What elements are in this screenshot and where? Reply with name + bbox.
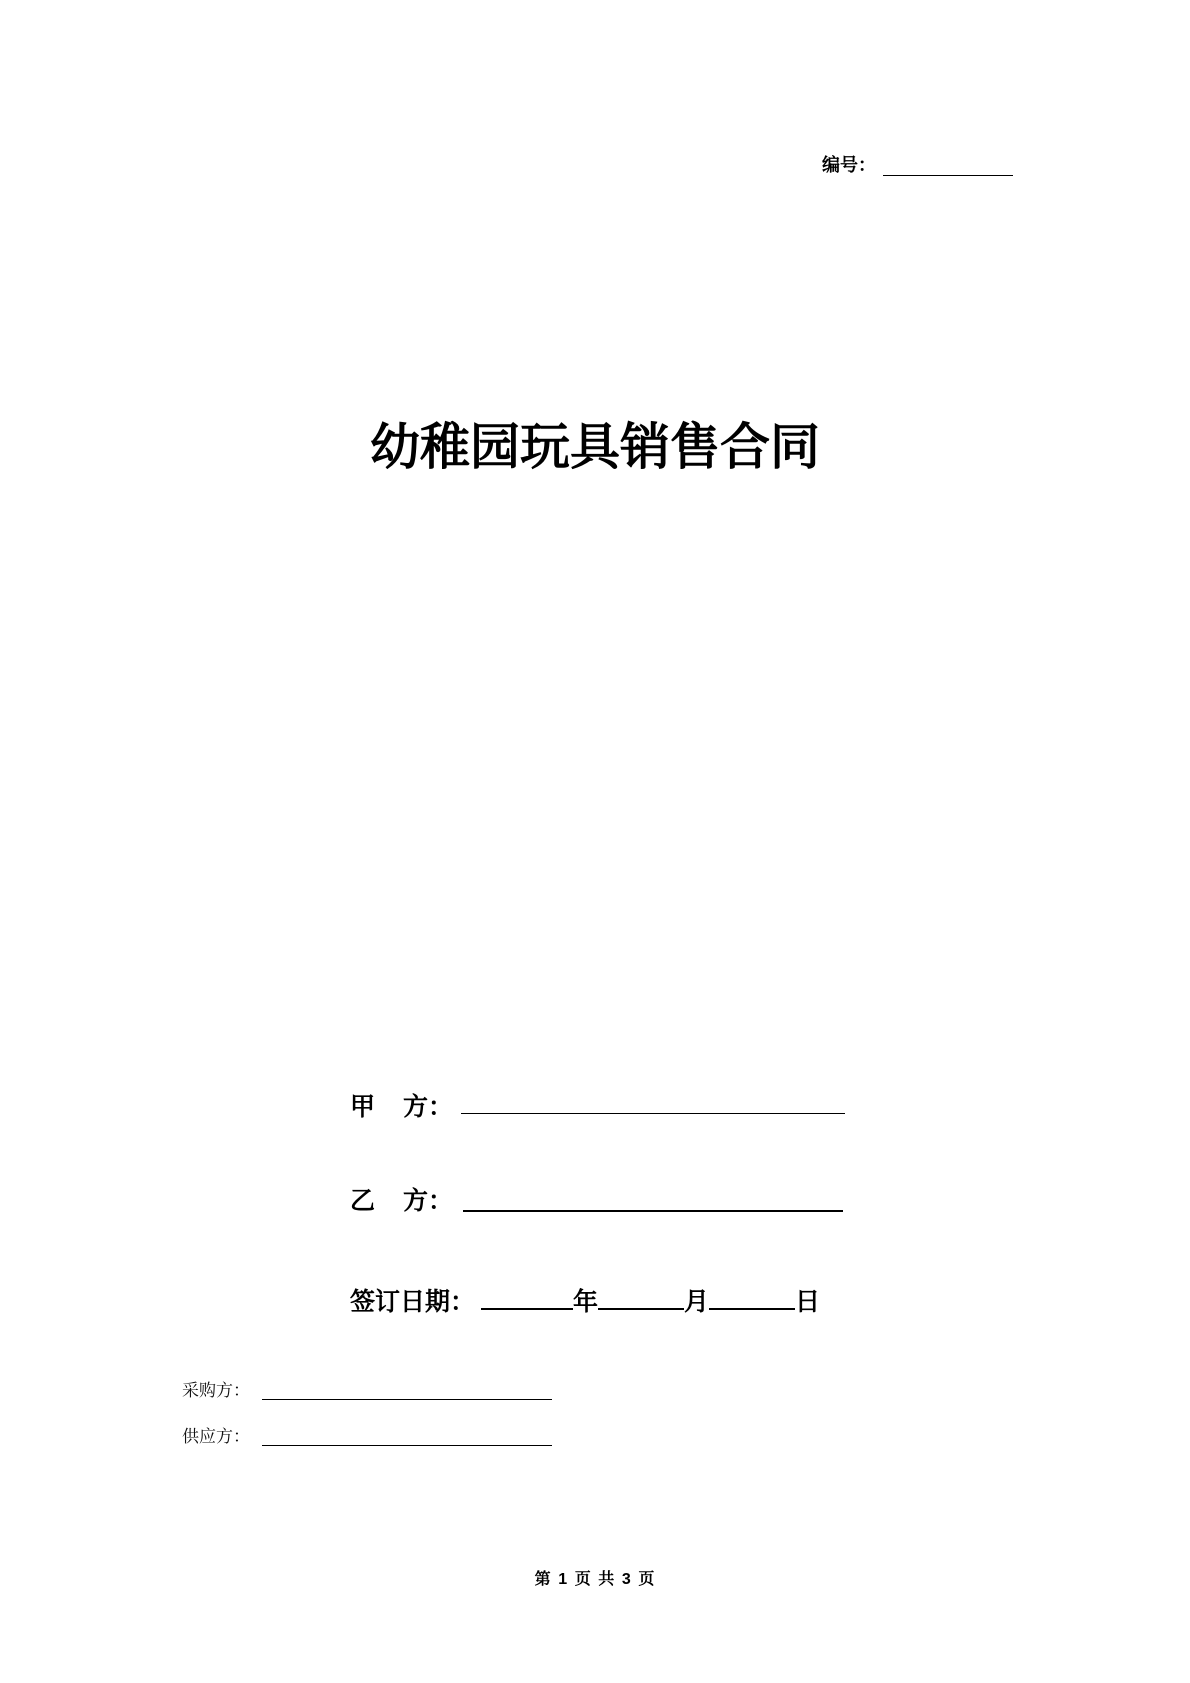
- total-unit: 页: [638, 1569, 656, 1588]
- document-title: 幼稚园玩具销售合同: [370, 418, 820, 476]
- party-b-suffix: 方：: [403, 1186, 454, 1215]
- signing-date-row: [350, 1282, 820, 1319]
- year-blank[interactable]: [481, 1282, 573, 1310]
- party-b-blank[interactable]: [463, 1210, 843, 1212]
- day-label: 日: [795, 1287, 821, 1316]
- contract-number-blank[interactable]: [883, 175, 1013, 176]
- party-b-char: 乙: [350, 1186, 376, 1215]
- buyer-label: 采购方：: [182, 1381, 250, 1401]
- page-total: 3: [621, 1571, 632, 1588]
- buyer-blank[interactable]: [262, 1399, 552, 1400]
- contract-number-label: 编号：: [822, 155, 876, 176]
- party-a-label: [350, 1090, 453, 1124]
- party-b-label: [350, 1184, 453, 1218]
- year-label: 年: [573, 1287, 599, 1316]
- party-a-suffix: 方：: [403, 1092, 454, 1121]
- party-a-blank[interactable]: [461, 1113, 845, 1114]
- supplier-label: 供应方：: [182, 1427, 250, 1447]
- month-blank[interactable]: [598, 1282, 684, 1310]
- page-unit: 页: [574, 1569, 592, 1588]
- day-blank[interactable]: [709, 1282, 795, 1310]
- party-a-char: 甲: [350, 1092, 376, 1121]
- page-current: 1: [558, 1571, 569, 1588]
- month-label: 月: [684, 1287, 710, 1316]
- page-number-footer: [0, 1568, 1190, 1591]
- signing-date-label: 签订日期：: [350, 1287, 476, 1316]
- page-prefix: 第: [534, 1569, 552, 1588]
- supplier-blank[interactable]: [262, 1445, 552, 1446]
- total-prefix: 共: [598, 1569, 616, 1588]
